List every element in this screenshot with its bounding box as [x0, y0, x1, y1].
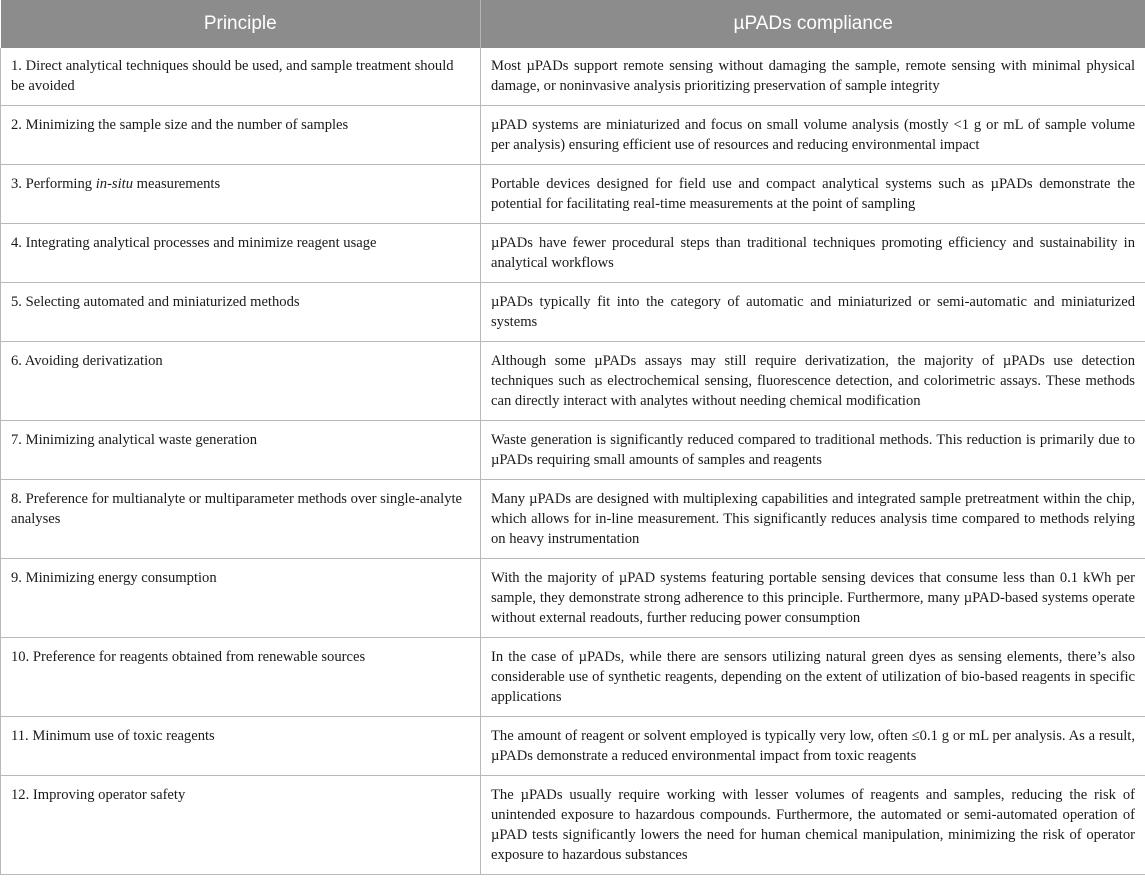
- principle-cell: 10. Preference for reagents obtained from renewable sources: [1, 638, 481, 717]
- table-row: [1, 559, 1145, 638]
- compliance-cell: µPADs have fewer procedural steps than traditional techniques promoting efficiency and sustainability in analytical workflows: [481, 224, 1145, 283]
- compliance-cell: The amount of reagent or solvent employed is typically very low, often ≤0.1 g or mL per analysis. As a result, µPADs demonstrate a reduced environmental impact from toxic reagents: [481, 717, 1145, 776]
- table-row: [1, 342, 1145, 421]
- compliance-cell: Most µPADs support remote sensing without damaging the sample, remote sensing with minimal physical damage, or noninvasive analysis prioritizing preservation of sample integrity: [481, 48, 1145, 106]
- principle-cell: 6. Avoiding derivatization: [1, 342, 481, 421]
- principle-cell: 12. Improving operator safety: [1, 776, 481, 875]
- table-row: [1, 480, 1145, 559]
- compliance-cell: In the case of µPADs, while there are sensors utilizing natural green dyes as sensing elements, there’s also considerable use of synthetic reagents, depending on the extent of utilization of bio-based reagents in specific applications: [481, 638, 1145, 717]
- principle-cell: 1. Direct analytical techniques should be used, and sample treatment should be avoided: [1, 48, 481, 106]
- principle-cell: 5. Selecting automated and miniaturized methods: [1, 283, 481, 342]
- compliance-cell: Waste generation is significantly reduced compared to traditional methods. This reduction is primarily due to µPADs requiring small amounts of samples and reagents: [481, 421, 1145, 480]
- compliance-cell: Portable devices designed for field use and compact analytical systems such as µPADs demonstrate the potential for facilitating real-time measurements at the point of sampling: [481, 165, 1145, 224]
- principle-cell: [1, 165, 481, 224]
- principle-text: 3. Performing: [11, 176, 96, 192]
- compliance-cell: µPADs typically fit into the category of automatic and miniaturized or semi-automatic and miniaturized systems: [481, 283, 1145, 342]
- principle-italic-text: in-situ: [95, 176, 134, 192]
- table-row: [1, 48, 1145, 106]
- compliance-cell: µPAD systems are miniaturized and focus on small volume analysis (mostly <1 g or mL of sample volume per analysis) ensuring efficient use of resources and reducing environmental impact: [481, 106, 1145, 165]
- compliance-cell: With the majority of µPAD systems featuring portable sensing devices that consume less than 0.1 kWh per sample, they demonstrate strong adherence to this principle. Furthermore, many µPAD-based systems operate without external readouts, further reducing power consumption: [481, 559, 1145, 638]
- compliance-cell: The µPADs usually require working with lesser volumes of reagents and samples, reducing the risk of unintended exposure to hazardous compounds. Furthermore, the automated or semi-automated operation of µPAD tests significantly lowers the need for human chemical manipulation, minimizing the risk of operator exposure to hazardous substances: [481, 776, 1145, 875]
- table-row: [1, 224, 1145, 283]
- header-principle: Principle: [1, 0, 481, 48]
- principle-cell: 11. Minimum use of toxic reagents: [1, 717, 481, 776]
- compliance-cell: Although some µPADs assays may still require derivatization, the majority of µPADs use detection techniques such as electrochemical sensing, fluorescence detection, and colorimetric assays. These methods can directly interact with analytes without needing chemical modification: [481, 342, 1145, 421]
- header-compliance: µPADs compliance: [481, 0, 1145, 48]
- principle-cell: 9. Minimizing energy consumption: [1, 559, 481, 638]
- principle-cell: 7. Minimizing analytical waste generation: [1, 421, 481, 480]
- table-row: [1, 421, 1145, 480]
- table-row: [1, 717, 1145, 776]
- table-header: [1, 0, 1145, 48]
- table-row: [1, 283, 1145, 342]
- table-row: [1, 776, 1145, 875]
- table-body: [1, 48, 1145, 875]
- table-row: [1, 165, 1145, 224]
- principle-cell: 4. Integrating analytical processes and minimize reagent usage: [1, 224, 481, 283]
- principle-cell: 2. Minimizing the sample size and the number of samples: [1, 106, 481, 165]
- principle-text: measurements: [133, 176, 221, 192]
- table-row: [1, 106, 1145, 165]
- compliance-cell: Many µPADs are designed with multiplexing capabilities and integrated sample pretreatment within the chip, which allows for in-line measurement. This significantly reduces analysis time compared to methods relying on heavy instrumentation: [481, 480, 1145, 559]
- header-row: [1, 0, 1145, 48]
- table-row: [1, 638, 1145, 717]
- principle-cell: 8. Preference for multianalyte or multiparameter methods over single-analyte analyses: [1, 480, 481, 559]
